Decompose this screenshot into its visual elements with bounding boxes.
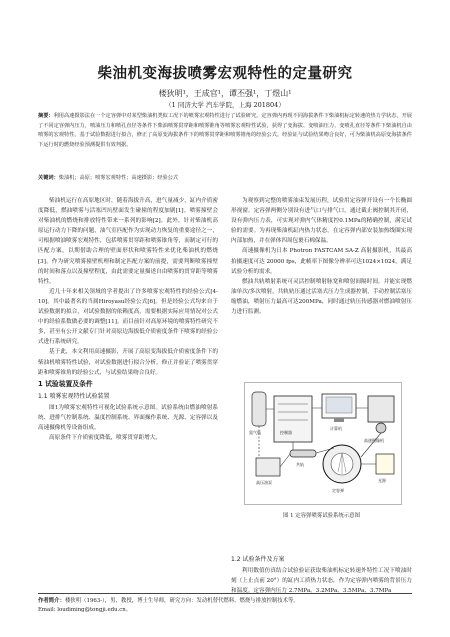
paragraph: 燃油共轨喷射系统可灵活控制喷射脉宽和喷射间隔时间，并能实现燃油单次/多次喷射，共轨轨压通过活塞式压力生成器控制，手动控制活塞压缩燃油，喷射压力最高可达200MPa，同时通过轨压传感器对燃油喷射压力进行监测。: [231, 278, 412, 316]
light-source-icon: [376, 454, 394, 474]
subsection-heading: 1.1 喷雾宏观特性试验装置: [38, 392, 110, 400]
figure-1-caption: 图 1 定容弹喷雾试验系统示意图: [283, 513, 360, 519]
label-nitrogen: 氮气瓶: [249, 430, 261, 435]
paragraph: 柴油机运行在高原地区时，随着海拔升高，进气量减少，缸内介质密度降低，燃油喷雾与活塞凹坑壁面发生碰撞的程度加剧[1]。喷雾撞壁会对柴油机的燃烧和排放特性带来一系列的影响[2]。此外，针对柴油机高原运行动力下降的问题，油气室匹配作为实现动力恢复的重要途径之一，可根据喷油喷雾宏观特性，包括喷雾贯穿距和喷雾锥角等，而制定可行的匹配方案，以期借助合理的壁面形状和喷雾特性来优化柴油机的燃烧[3]。作为研究喷雾撞壁机理和制定匹配方案的前提，需要判断喷雾撞壁的时间和落点以及撞壁程度，由此需要定量描述自由喷雾的贯穿距等喷雾特性。: [38, 198, 218, 285]
keywords-label: 关键词：: [38, 175, 59, 181]
high-speed-camera-icon: [368, 396, 394, 422]
keywords: [38, 174, 412, 182]
control-cabinet-icon: [274, 396, 312, 442]
figure-1-diagram: [244, 382, 402, 505]
nitrogen-cylinder-icon: [252, 392, 266, 426]
subsection-heading: 1.2 试验条件及方案: [231, 556, 285, 563]
abstract-label: 摘要：: [38, 113, 54, 119]
high-pressure-pump-icon: [256, 458, 280, 476]
label-pump: 高压油泵: [256, 480, 272, 485]
common-rail-icon: [290, 450, 316, 457]
paper-authors: 楼狄明¹，王成官¹，谭丕强¹，丁煜山¹: [158, 89, 292, 98]
paragraph: 利用数值仿真结合试验验证获取柴油机标定转速外特性工况下喷油时刻（上止点前 20°）的缸内工质热力状态，作为定容弹内喷雾的背景压力和温度。定容弹内压力 2.7MPa、3.2MPa、3.5MPa、3.7MPa: [231, 568, 412, 595]
footnote-label: 作者简介：: [38, 598, 65, 604]
right-column-bottom: [231, 552, 412, 596]
label-controller: 控制器: [280, 430, 292, 435]
footnote-email: Email: loudiming@tongji.edu.cn。: [38, 607, 132, 613]
paragraph: 高速摄像机为日本 Photron FASTCAM SA-Z 高射摄影机，其最高拍摄速度可达 20000 fps，此帧率下图像分辨率可达1024×1024，满足试验分析的需求。: [231, 248, 412, 275]
left-column: [38, 196, 218, 443]
footnote-text: 楼狄明（1963-），男，教授，博士生导师，研究方向：发动机替代燃料、燃烧与排放控制技术等。: [64, 598, 299, 604]
paragraph: 高原条件下介质密度降低，喷雾贯穿距增大，: [49, 435, 161, 442]
label-rail: 共轨: [296, 462, 304, 467]
paragraph: 近几十年来相关领域的学者提出了许多喷雾宏观特性的经验公式[4-10]。其中最著名的当属Hiroyasu经验公式[6]。但是经验公式均来自于试验数据的拟合，对试验数据的依赖度高，需要根据实际应用情况对公式中的经验系数做必要的调整[11]。而目前针对高原环境的喷雾特性研究不多，甚至有公开文献专门针对高原边海拔低介质密度条件下喷雾的经验公式进行系统研究。: [38, 288, 218, 346]
keywords-text: 柴油机；高原；喷雾宏观特性；高速摄影；经验公式: [58, 175, 179, 181]
paper-title: 柴油机变海拔喷雾宏观特性的定量研究: [97, 66, 353, 82]
label-light: 光源: [378, 478, 386, 483]
abstract: [38, 112, 412, 150]
footnote-divider: [38, 593, 412, 594]
author-footnote: [38, 597, 412, 615]
section-heading: 1 试验装置及条件: [38, 379, 93, 388]
paper-affiliation: （1 同济大学 汽车学院，上海 201804）: [165, 101, 285, 109]
label-chamber: 定容弹: [332, 488, 344, 493]
label-computer: 计算机: [330, 426, 342, 431]
abstract-text: 利用高速摄影法在一个定容弹中对某型柴油机类似工况下的喷雾宏观特性进行了试验研究。定容弹内再现不同海拔条件下柴油机标定转速的热力学状态，开展了不同定容弹内压力，喷油压力和喷孔直径等条件下柴油喷雾贯穿距和喷雾锥角等喷雾宏观特性试验，获得了变海拔、变喷油压力、变喷孔直径等条件下柴油机自由喷雾的宏观特性。基于试验数据进行拟合，修正了高原变海拔条件下的喷雾贯穿距和喷雾锥角的经验公式。经验证与试验结果吻合良好，可为柴油机高原变海拔条件下运行时的燃烧经验预测提供有效判据。: [38, 113, 412, 148]
right-column-top: [231, 196, 412, 317]
label-camera: 高速摄像机: [364, 438, 384, 443]
paragraph: 基于此，本文利用高速摄影，开展了高原变海拔低介质密度条件下的柴油机喷雾特性试验，对试验数据进行拟合分析，修正并验证了喷雾贯穿距和喷雾锥角的经验公式，与试验结果吻合良好。: [38, 349, 218, 376]
paragraph: 为观察到完整的喷雾油束发展历程，试验用定容弹开设有一个长椭圆形视窗。定容弹两侧分别设有进气口与排气口，通过截止阀控制其开闭，设有弹内压力表，可实现对弹内气体精度控0.1MPa的精确控制，满足试验的需要。为再现柴油机缸内热力状态，在定容弹内部安装加热线圈实现内部加热，并在弹体四周包裹石棉保温。: [231, 198, 412, 245]
paragraph: 图1为喷雾宏观特性可视化试验系统示意图。试验系统由燃油喷射系统、进排气控制系统、温度控制系统、界面操作系统、光源、定容弹以及高速摄像机等设备组成。: [38, 404, 218, 432]
